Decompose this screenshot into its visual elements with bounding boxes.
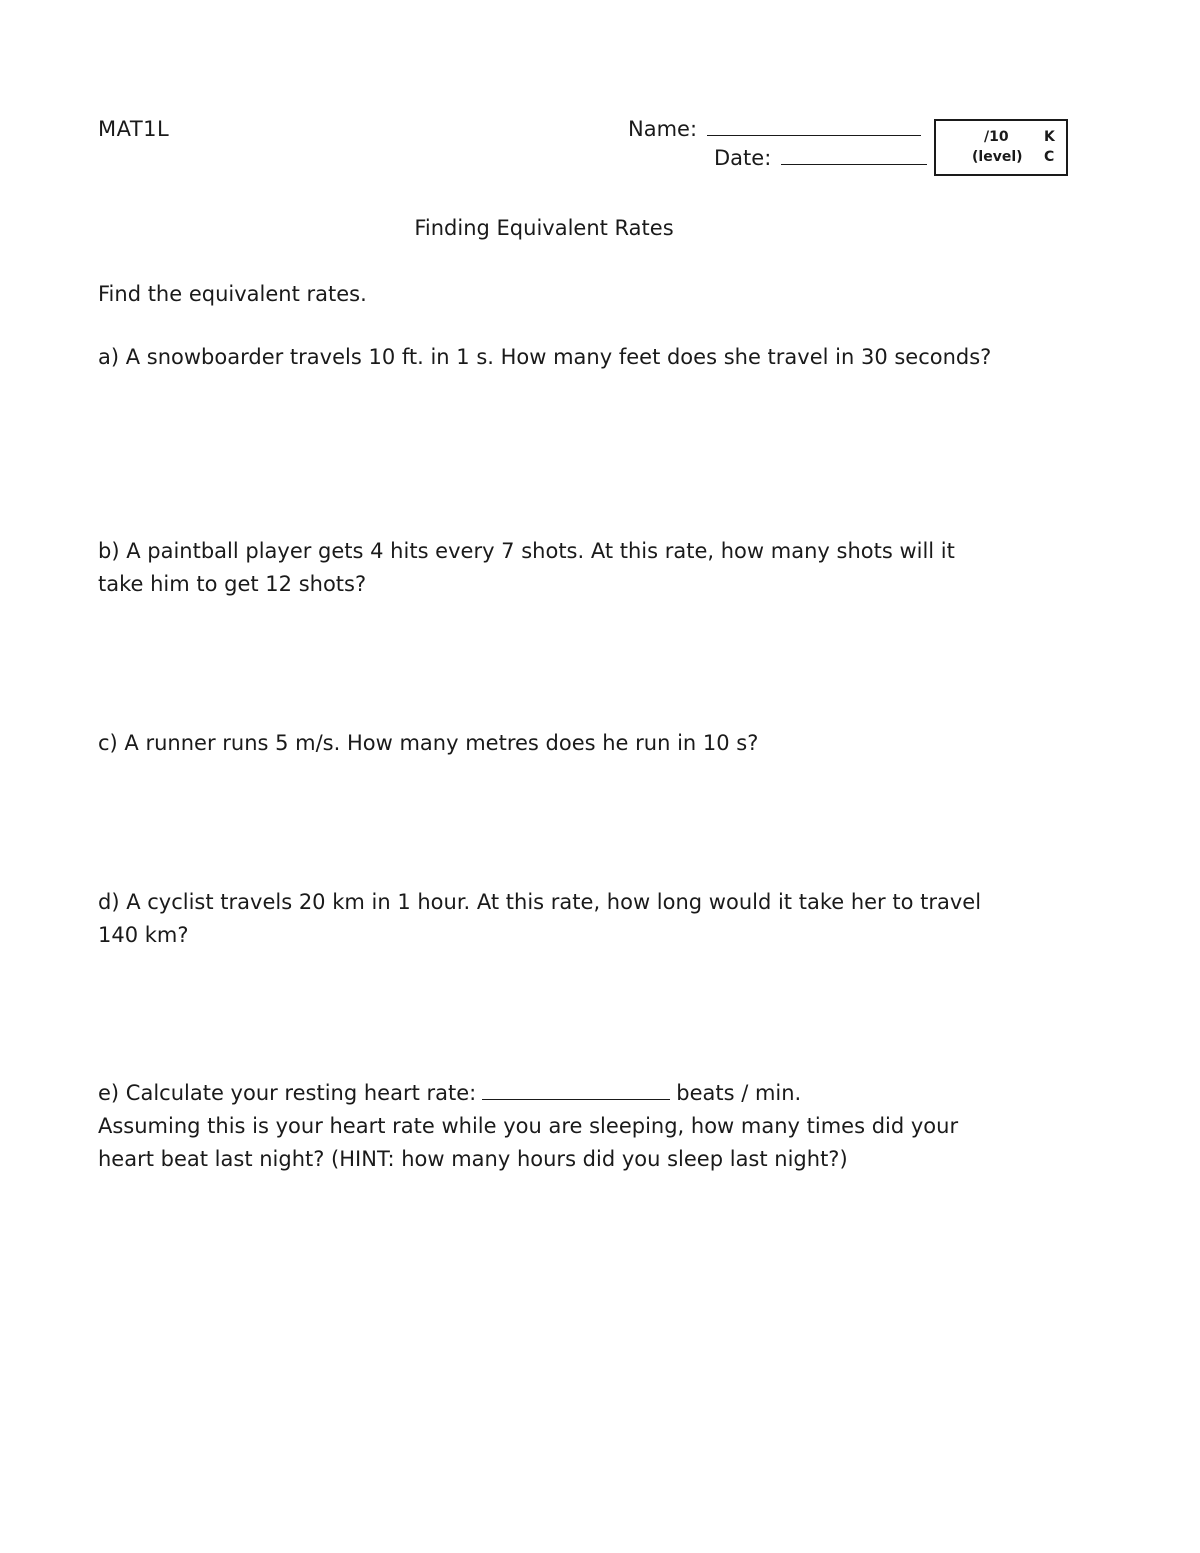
date-field-row: [714, 146, 927, 170]
name-label: Name:: [628, 117, 698, 141]
course-code: MAT1L: [98, 117, 170, 141]
instructions: Find the equivalent rates.: [98, 282, 367, 306]
question-a: a) A snowboarder travels 10 ft. in 1 s. How many feet does she travel in 30 seconds?: [98, 345, 992, 369]
question-e: [98, 1077, 998, 1176]
question-c: c) A runner runs 5 m/s. How many metres does he run in 10 s?: [98, 731, 759, 755]
name-blank-line[interactable]: [707, 117, 921, 136]
score-level: (level): [972, 149, 1023, 165]
name-field-row: [628, 117, 921, 141]
question-e-suffix: beats / min.: [676, 1081, 802, 1105]
question-d: d) A cyclist travels 20 km in 1 hour. At this rate, how long would it take her to travel 140 km?: [98, 890, 982, 947]
page-title: Finding Equivalent Rates: [414, 216, 674, 240]
score-total: /10: [984, 129, 1009, 145]
heart-rate-blank-line[interactable]: [482, 1081, 670, 1100]
score-category-c: C: [1044, 149, 1055, 165]
question-b: b) A paintball player gets 4 hits every 7 shots. At this rate, how many shots will it take him to get 12 shots?: [98, 539, 955, 596]
date-blank-line[interactable]: [781, 146, 927, 165]
question-e-body: Assuming this is your heart rate while you are sleeping, how many times did your heart beat last night? (HINT: how many hours did you sleep last night?): [98, 1114, 959, 1171]
date-label: Date:: [714, 146, 772, 170]
question-e-prefix: e) Calculate your resting heart rate:: [98, 1081, 477, 1105]
score-box: [934, 119, 1068, 176]
score-category-k: K: [1044, 129, 1055, 145]
